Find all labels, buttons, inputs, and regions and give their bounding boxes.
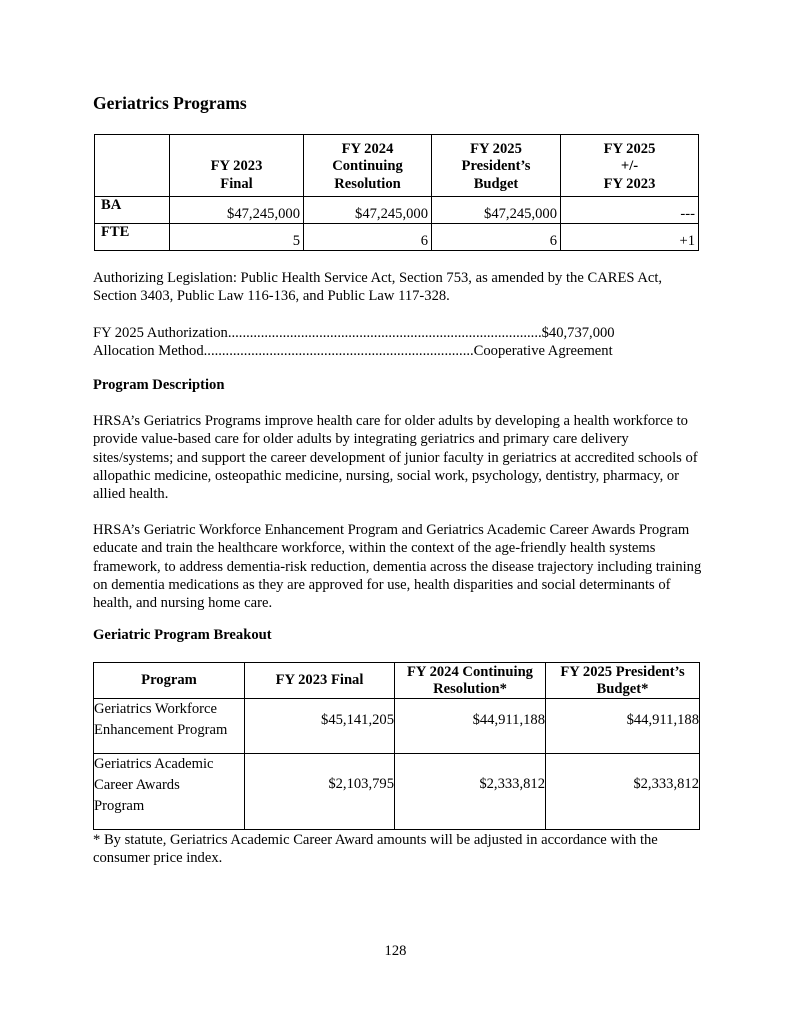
allocation-value: Cooperative Agreement	[473, 343, 613, 359]
cell-fte-fy2025: 6	[432, 224, 561, 251]
footnote: * By statute, Geriatrics Academic Career Award amounts will be adjusted in accordance with the consumer price index.	[93, 832, 658, 867]
table-row	[94, 754, 700, 830]
funding-header-blank	[95, 135, 170, 197]
funding-header-fy2023: FY 2023 Final	[170, 135, 304, 197]
table-row	[94, 699, 700, 754]
table-row	[95, 197, 699, 224]
allocation-method-line	[93, 342, 613, 360]
funding-header-fy2025: FY 2025 President’s Budget	[432, 135, 561, 197]
program-name: Geriatrics Workforce Enhancement Program	[94, 699, 245, 754]
funding-table-header-row	[95, 135, 699, 197]
paragraph-1: HRSA’s Geriatrics Programs improve health care for older adults by developing a health workforce to provide value-based care for older adults by integrating geriatrics and primary care delivery sites/systems; and support the career development of junior faculty in geriatrics at accredited schools of allopathic medicine, osteopathic medicine, nursing, social work, psychology, dentistry, pharmacy, or allied health.	[93, 413, 698, 503]
row-label-ba: BA	[95, 197, 170, 224]
breakout-header-fy2023: FY 2023 Final	[245, 663, 395, 699]
breakout-header-program: Program	[94, 663, 245, 699]
page-title: Geriatrics Programs	[93, 93, 247, 113]
program-name: Geriatrics Academic Career Awards Program	[94, 754, 245, 830]
authorizing-legislation: Authorizing Legislation: Public Health Service Act, Section 753, as amended by the CARES Act, Section 3403, Public Law 116-136, and Public Law 117-328.	[93, 270, 663, 305]
program-description-heading: Program Description	[93, 377, 225, 393]
cell-fte-fy2024: 6	[304, 224, 432, 251]
funding-header-diff: FY 2025 +/- FY 2023	[561, 135, 699, 197]
cell-ba-fy2024: $47,245,000	[304, 197, 432, 224]
authorization-value: $40,737,000	[541, 325, 615, 341]
authorization-line	[93, 324, 615, 342]
cell-fte-fy2023: 5	[170, 224, 304, 251]
program-fy2023: $45,141,205	[245, 699, 395, 754]
breakout-header-fy2024: FY 2024 Continuing Resolution*	[395, 663, 546, 699]
authorization-label: FY 2025 Authorization	[93, 325, 228, 341]
program-fy2024: $2,333,812	[395, 754, 546, 830]
allocation-label: Allocation Method	[93, 343, 204, 359]
program-fy2023: $2,103,795	[245, 754, 395, 830]
breakout-header-fy2025: FY 2025 President’s Budget*	[546, 663, 700, 699]
row-label-fte: FTE	[95, 224, 170, 251]
authorization-leader: ......................................................................................	[227, 325, 542, 341]
page-number: 128	[384, 943, 407, 959]
cell-fte-diff: +1	[561, 224, 699, 251]
paragraph-2: HRSA’s Geriatric Workforce Enhancement Program and Geriatrics Academic Career Awards Program educate and train the healthcare workforce, within the context of the age-friendly health systems framework, to address dementia-risk reduction, dementia across the disease trajectory including training on dementia medications as they are approved for use, health disparities and social determinants of health, and nursing home care.	[93, 522, 702, 612]
program-fy2024: $44,911,188	[395, 699, 546, 754]
allocation-leader: ..........................................................................	[203, 343, 474, 359]
cell-ba-fy2025: $47,245,000	[432, 197, 561, 224]
breakout-table	[93, 662, 700, 830]
funding-header-fy2024: FY 2024 Continuing Resolution	[304, 135, 432, 197]
breakout-header-row	[94, 663, 700, 699]
cell-ba-fy2023: $47,245,000	[170, 197, 304, 224]
program-fy2025: $2,333,812	[546, 754, 700, 830]
funding-table	[94, 134, 699, 251]
cell-ba-diff: ---	[561, 197, 699, 224]
program-fy2025: $44,911,188	[546, 699, 700, 754]
breakout-heading: Geriatric Program Breakout	[93, 627, 272, 643]
table-row	[95, 224, 699, 251]
